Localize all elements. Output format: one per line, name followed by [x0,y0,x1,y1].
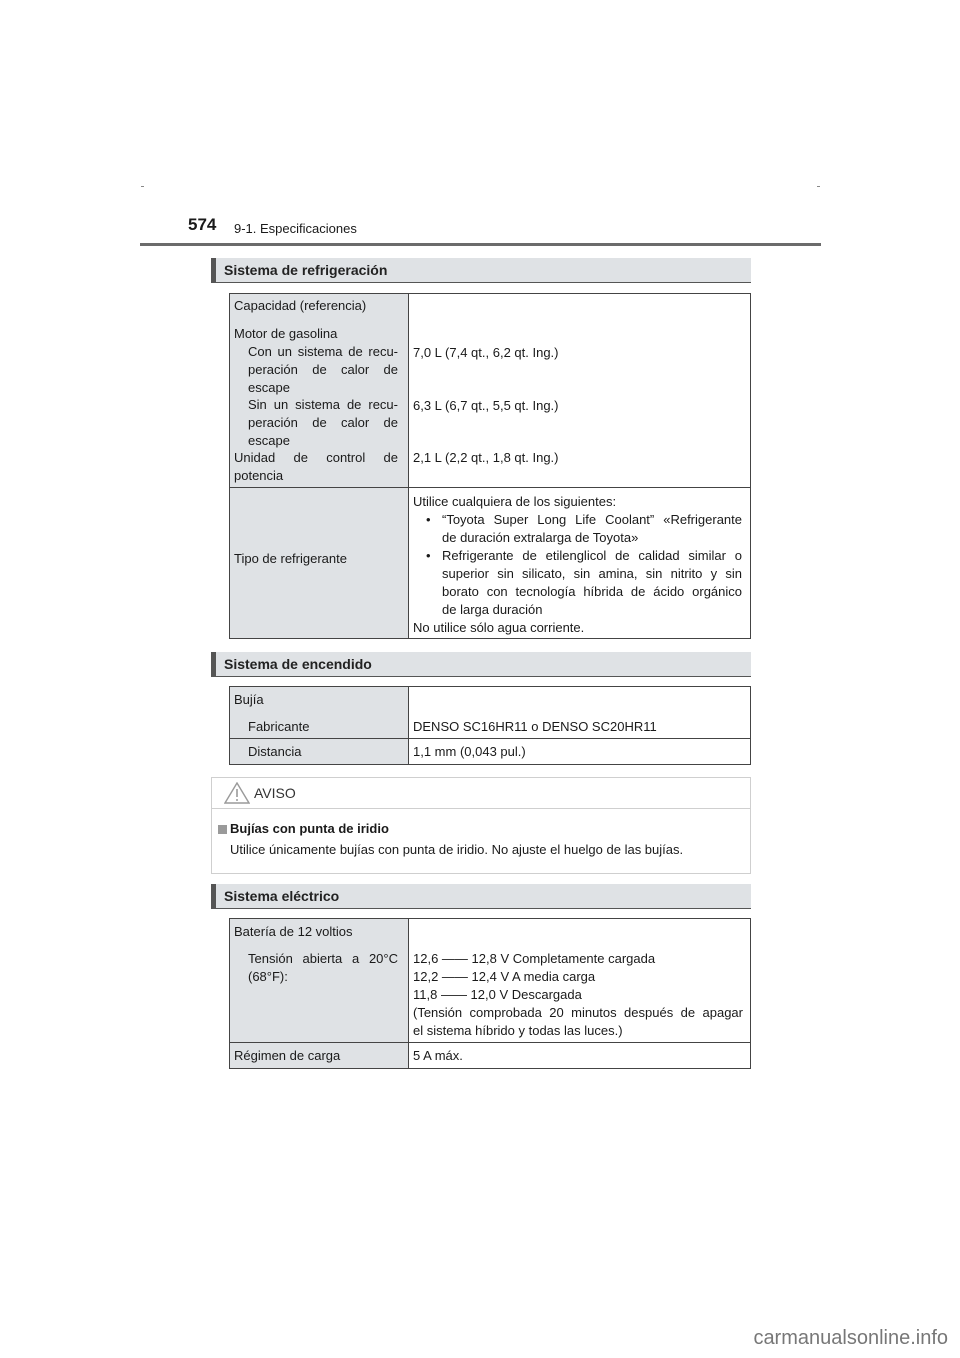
coolant-note: No utilice sólo agua corriente. [413,620,585,635]
warning-title: AVISO [254,785,296,801]
capacity-label: Capacidad (referencia) [234,298,367,313]
warning-text: Utilice únicamente bujías con punta de iridio. No ajuste el huelgo de las bujías. [230,842,684,857]
gap-value: 1,1 mm (0,043 pul.) [413,744,526,759]
table-cell [230,1043,409,1069]
crop-mark-right [817,186,820,187]
crop-mark-left [141,186,144,187]
cooling-spec-table [229,293,751,639]
with-recovery-value: 7,0 L (7,4 qt., 6,2 qt. Ing.) [413,345,559,360]
section-title: Sistema de refrigeración [224,262,388,278]
voltage-label: Tensión abierta a 20°C (68°F): [248,951,398,984]
table-row [230,488,751,639]
voltage-full: 12,6 —— 12,8 V Completamente cargada [413,951,656,966]
maker-label: Fabricante [248,719,310,734]
table-cell [230,294,409,488]
warning-header [212,778,750,809]
warning-subtitle: Bujías con punta de iridio [230,821,389,836]
power-unit-label: Unidad de control de potencia [234,450,398,483]
gap-label: Distancia [248,744,302,759]
without-recovery-label: Sin un sistema de recu- peración de calor de escape [248,397,398,448]
table-cell [230,687,409,739]
section-header-cooling [211,258,751,283]
coolant-intro: Utilice cualquiera de los siguientes: [413,494,617,509]
page-number: 574 [188,215,217,234]
warning-box [211,777,751,874]
watermark: carmanualsonline.info [753,1327,948,1349]
electrical-spec-table [229,918,751,1069]
header-rule [140,243,821,246]
voltage-discharged: 11,8 —— 12,0 V Descargada [413,987,582,1002]
bullet-dot: • [426,548,431,563]
voltage-note: (Tensión comprobada 20 minutos después de apagar el sistema híbrido y todas las luces.) [413,1005,743,1038]
table-cell [409,1043,751,1069]
section-header-ignition [211,652,751,677]
section-header-electrical [211,884,751,909]
table-row [230,294,751,488]
ignition-spec-table [229,686,751,765]
table-row [230,687,751,739]
coolant-option-2: Refrigerante de etilenglicol de calidad similar o superior sin silicato, sin amina, sin nitrito y sin borato con tecnología híbrida de ácido orgánico de larga duración [442,548,742,617]
table-cell [230,739,409,765]
table-cell [230,919,409,1043]
engine-label: Motor de gasolina [234,326,338,341]
without-recovery-value: 6,3 L (6,7 qt., 5,5 qt. Ing.) [413,398,559,413]
table-cell [409,488,751,639]
with-recovery-label: Con un sistema de recu- peración de calor de escape [248,344,398,395]
warning-triangle-icon [224,782,250,804]
section-title: Sistema eléctrico [224,888,340,904]
square-bullet-icon [218,825,227,834]
table-cell [409,687,751,739]
charge-label: Régimen de carga [234,1048,341,1063]
table-row [230,1043,751,1069]
bullet-dot: • [426,512,431,527]
coolant-option-1: “Toyota Super Long Life Coolant” «Refrigerante de duración extralarga de Toyota» [442,512,742,545]
battery-label: Batería de 12 voltios [234,924,353,939]
table-cell [409,919,751,1043]
section-title: Sistema de encendido [224,656,372,672]
power-unit-value: 2,1 L (2,2 qt., 1,8 qt. Ing.) [413,450,559,465]
table-cell [409,294,751,488]
table-cell [409,739,751,765]
maker-value: DENSO SC16HR11 o DENSO SC20HR11 [413,719,657,734]
table-cell [230,488,409,639]
charge-value: 5 A máx. [413,1048,463,1063]
coolant-type-label: Tipo de refrigerante [234,551,347,566]
breadcrumb: 9-1. Especificaciones [234,221,357,236]
table-row [230,919,751,1043]
table-row [230,739,751,765]
plug-label: Bujía [234,692,264,707]
voltage-half: 12,2 —— 12,4 V A media carga [413,969,596,984]
